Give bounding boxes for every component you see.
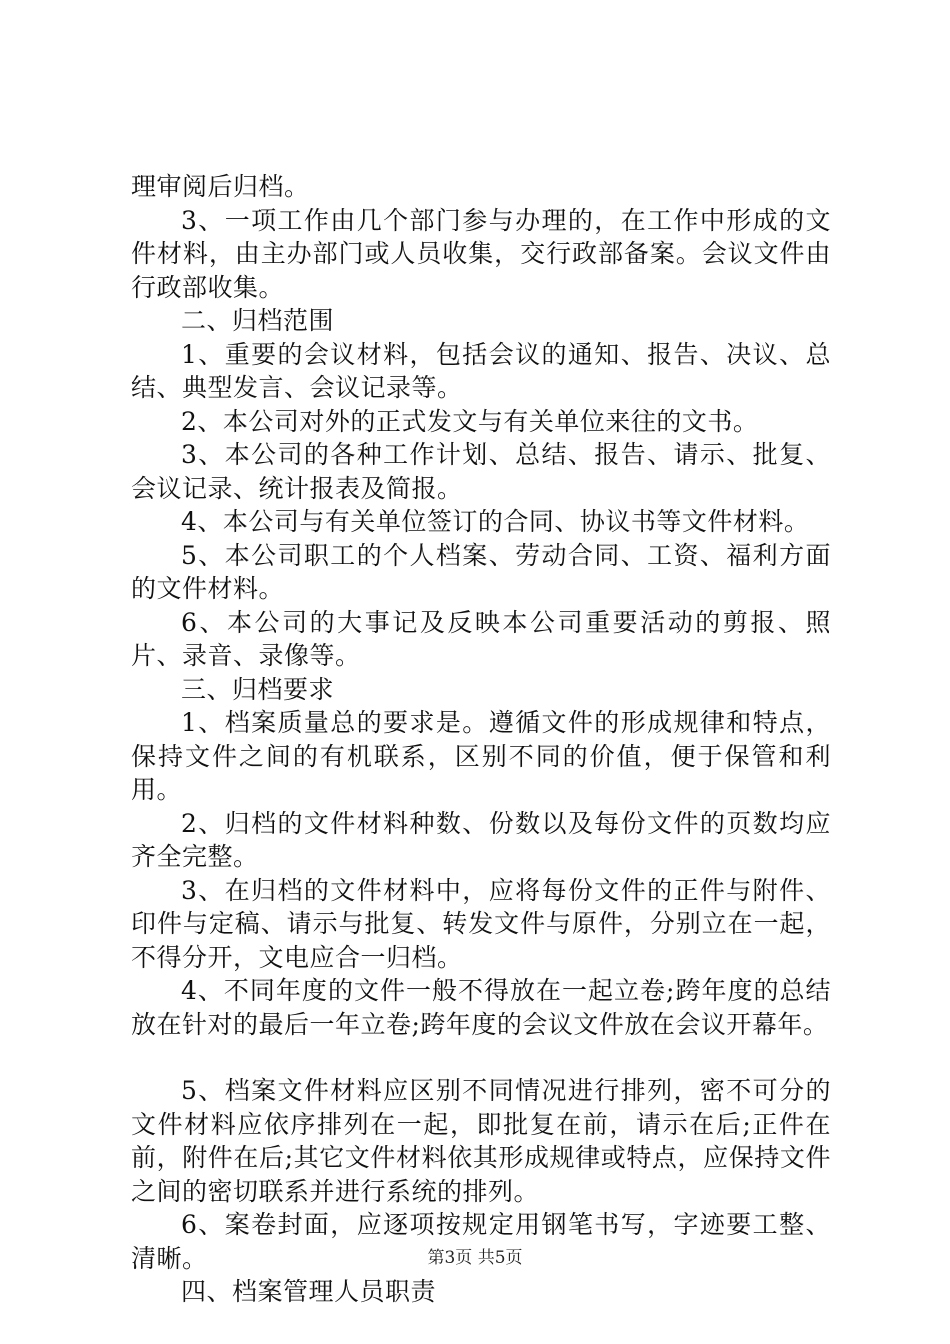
document-body	[131, 170, 831, 1309]
scope-item-3: 3、本公司的各种工作计划、总结、报告、请示、批复、会议记录、统计报表及简报。	[131, 440, 831, 503]
requirement-item-2: 2、归档的文件材料种数、份数以及每份文件的页数均应齐全完整。	[131, 808, 831, 871]
section-heading-staff-duties: 四、档案管理人员职责	[181, 1277, 437, 1306]
scope-item-2: 2、本公司对外的正式发文与有关单位来往的文书。	[181, 406, 759, 436]
requirement-item-3: 3、在归档的文件材料中，应将每份文件的正件与附件、印件与定稿、请示与批复、转发文件与原件，分别立在一起，不得分开，文电应合一归档。	[131, 875, 831, 972]
requirement-item-4: 4、不同年度的文件一般不得放在一起立卷;跨年度的总结放在针对的最后一年立卷;跨年度的会议文件放在会议开幕年。	[131, 976, 831, 1039]
scope-item-6: 6、本公司的大事记及反映本公司重要活动的剪报、照片、录音、录像等。	[131, 607, 831, 670]
section-heading-archive-scope: 二、归档范围	[181, 306, 335, 335]
requirement-item-5: 5、档案文件材料应区别不同情况进行排列，密不可分的文件材料应依序排列在一起，即批复在前，请示在后;正件在前，附件在后;其它文件材料依其形成规律或特点，应保持文件之间的密切联系并进行系统的排列。	[131, 1076, 831, 1206]
requirement-item-1: 1、档案质量总的要求是。遵循文件的形成规律和特点，保持文件之间的有机联系，区别不同的价值，便于保管和利用。	[131, 708, 831, 804]
requirement-item-6: 6、案卷封面，应逐项按规定用钢笔书写，字迹要工整、清晰。	[131, 1210, 831, 1273]
scope-item-4: 4、本公司与有关单位签订的合同、协议书等文件材料。	[181, 507, 810, 536]
scope-item-1: 1、重要的会议材料，包括会议的通知、报告、决议、总结、典型发言、会议记录等。	[131, 339, 831, 402]
section-heading-archive-requirements: 三、归档要求	[181, 674, 335, 704]
paragraph-continuation: 理审阅后归档。	[131, 172, 310, 201]
paragraph-item-3: 3、一项工作由几个部门参与办理的，在工作中形成的文件材料，由主办部门或人员收集，交行政部备案。会议文件由行政部收集。	[131, 205, 831, 302]
scope-item-5: 5、本公司职工的个人档案、劳动合同、工资、福利方面的文件材料。	[131, 540, 831, 603]
page-number-footer: 第3页 共5页	[427, 1248, 523, 1268]
